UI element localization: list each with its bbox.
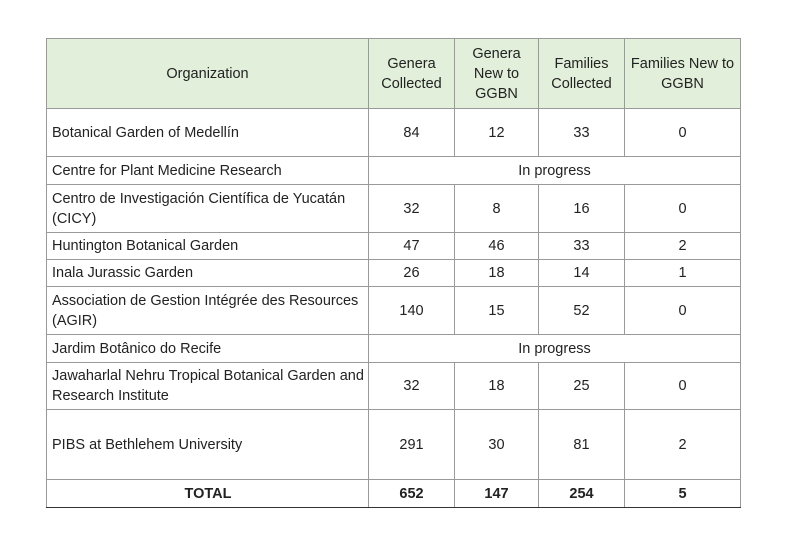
row-organization: Centro de Investigación Científica de Yucatán (CICY) — [47, 185, 369, 233]
row-families-collected: 25 — [539, 363, 625, 410]
row-families-collected: 33 — [539, 109, 625, 157]
row-genera-new: 15 — [455, 287, 539, 335]
row-organization: Huntington Botanical Garden — [47, 233, 369, 260]
table-row — [47, 363, 741, 410]
row-organization: Jardim Botânico do Recife — [47, 335, 369, 363]
row-genera-new: 18 — [455, 363, 539, 410]
row-genera-new: 46 — [455, 233, 539, 260]
header-organization: Organization — [47, 39, 369, 109]
row-genera-collected: 47 — [369, 233, 455, 260]
header-row — [47, 39, 741, 109]
table-row — [47, 185, 741, 233]
table-row — [47, 260, 741, 287]
total-label: TOTAL — [47, 480, 369, 508]
row-status: In progress — [369, 157, 741, 185]
header-families-new: Families New to GGBN — [625, 39, 741, 109]
row-organization: Botanical Garden of Medellín — [47, 109, 369, 157]
row-families-collected: 16 — [539, 185, 625, 233]
table-row — [47, 109, 741, 157]
row-families-collected: 81 — [539, 410, 625, 480]
row-genera-new: 12 — [455, 109, 539, 157]
row-genera-new: 18 — [455, 260, 539, 287]
row-genera-collected: 84 — [369, 109, 455, 157]
row-families-new: 2 — [625, 410, 741, 480]
row-organization: Inala Jurassic Garden — [47, 260, 369, 287]
total-genera-collected: 652 — [369, 480, 455, 508]
row-families-new: 1 — [625, 260, 741, 287]
total-row — [47, 480, 741, 508]
row-families-new: 0 — [625, 363, 741, 410]
table-row — [47, 410, 741, 480]
row-organization: Jawaharlal Nehru Tropical Botanical Garden and Research Institute — [47, 363, 369, 410]
row-genera-new: 30 — [455, 410, 539, 480]
row-genera-collected: 26 — [369, 260, 455, 287]
row-genera-collected: 32 — [369, 363, 455, 410]
row-organization: Centre for Plant Medicine Research — [47, 157, 369, 185]
row-families-new: 2 — [625, 233, 741, 260]
row-genera-collected: 140 — [369, 287, 455, 335]
row-status: In progress — [369, 335, 741, 363]
row-families-collected: 52 — [539, 287, 625, 335]
row-organization: PIBS at Bethlehem University — [47, 410, 369, 480]
genera-table — [46, 38, 741, 508]
row-families-collected: 33 — [539, 233, 625, 260]
total-families-new: 5 — [625, 480, 741, 508]
total-genera-new: 147 — [455, 480, 539, 508]
row-genera-collected: 291 — [369, 410, 455, 480]
table-row — [47, 157, 741, 185]
row-families-collected: 14 — [539, 260, 625, 287]
total-families-collected: 254 — [539, 480, 625, 508]
table-row — [47, 233, 741, 260]
row-genera-collected: 32 — [369, 185, 455, 233]
row-families-new: 0 — [625, 109, 741, 157]
row-organization: Association de Gestion Intégrée des Resources (AGIR) — [47, 287, 369, 335]
row-families-new: 0 — [625, 287, 741, 335]
header-families-collected: Families Collected — [539, 39, 625, 109]
row-genera-new: 8 — [455, 185, 539, 233]
header-genera-collected: Genera Collected — [369, 39, 455, 109]
row-families-new: 0 — [625, 185, 741, 233]
header-genera-new: Genera New to GGBN — [455, 39, 539, 109]
table-row — [47, 335, 741, 363]
table-row — [47, 287, 741, 335]
